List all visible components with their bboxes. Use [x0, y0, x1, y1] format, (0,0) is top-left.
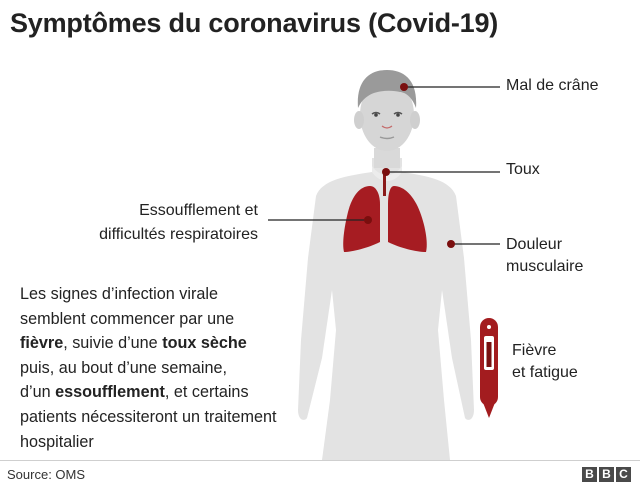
lung-marker	[364, 216, 372, 224]
desc-line-4: puis, au bout d’une semaine,	[20, 358, 227, 377]
bbc-logo	[582, 467, 631, 482]
muscle-marker	[447, 240, 455, 248]
bbc-logo-letter: B	[599, 467, 614, 482]
description-text	[20, 282, 320, 454]
source-credit: Source: OMS	[7, 467, 86, 482]
label-cough: Toux	[506, 161, 540, 178]
desc-line-5: d’un essoufflement, et certains	[20, 383, 249, 402]
label-muscle-line2: musculaire	[506, 258, 584, 275]
label-breathing-line2: difficultés respiratoires	[99, 226, 258, 243]
desc-line-7: hospitalier	[20, 432, 94, 451]
label-muscle	[506, 234, 583, 278]
desc-line-3: fièvre, suivie d’une toux sèche	[20, 334, 247, 353]
cough-marker	[382, 168, 390, 176]
label-breathing	[99, 200, 258, 246]
desc-breath-word: essoufflement	[55, 383, 165, 402]
thermometer-icon	[480, 318, 498, 418]
label-breathing-line1: Essoufflement et	[139, 202, 258, 219]
label-fever-line2: et fatigue	[512, 364, 578, 381]
footer-divider	[0, 460, 640, 461]
desc-fever-word: fièvre	[20, 334, 64, 353]
label-headache: Mal de crâne	[506, 77, 599, 94]
bbc-logo-letter: C	[616, 467, 631, 482]
body-silhouette	[298, 158, 474, 460]
desc-line-1: Les signes d’infection virale	[20, 285, 218, 303]
desc-cough-word: toux sèche	[162, 334, 247, 353]
label-fever-line1: Fièvre	[512, 342, 557, 359]
desc-line-2: semblent commencer par une	[20, 309, 235, 328]
label-muscle-line1: Douleur	[506, 236, 563, 253]
headache-marker	[400, 83, 408, 91]
label-fever	[512, 340, 578, 384]
bbc-logo-letter: B	[582, 467, 597, 482]
page-title: Symptômes du coronavirus (Covid-19)	[10, 8, 499, 38]
desc-line-6: patients nécessiteront un traitement	[20, 407, 277, 426]
